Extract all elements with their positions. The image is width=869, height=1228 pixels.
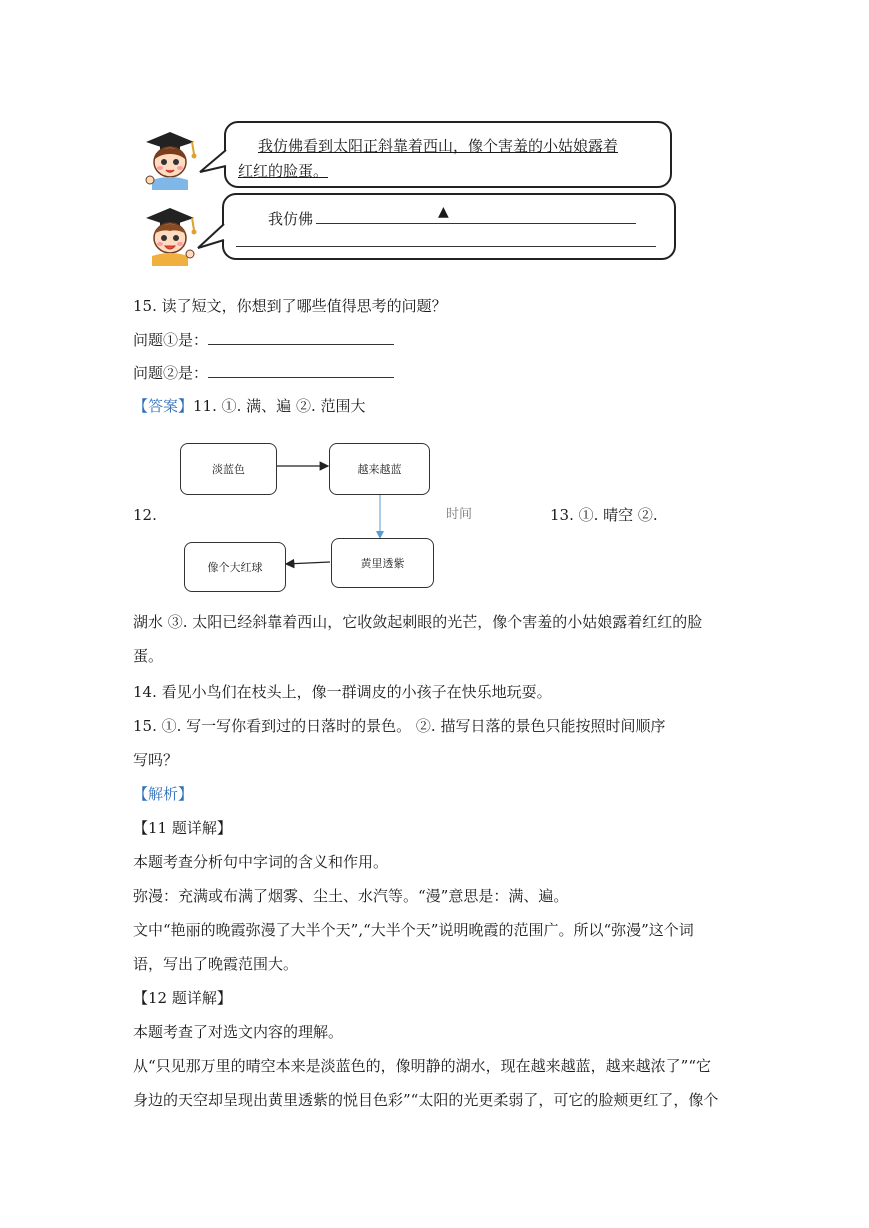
answer-13-inline: 13. ①. 晴空 ②. xyxy=(550,506,658,524)
analysis-11-para-2: 弥漫：充满或布满了烟雾、尘土、水汽等。“漫”意思是：满、遍。 xyxy=(133,887,569,905)
diagram-box-4: 像个大红球 xyxy=(184,542,286,592)
analysis-12-para-2: 从“只见那万里的晴空本来是淡蓝色的，像明静的湖水，现在越来越蓝，越来越浓了”“它 xyxy=(133,1057,712,1075)
bubble-2-tail xyxy=(196,222,228,252)
illustration xyxy=(138,118,678,268)
analysis-12-para-1: 本题考查了对选文内容的理解。 xyxy=(133,1023,344,1041)
answer-15-line-2: 写吗？ xyxy=(133,751,179,769)
answer-13-line-2: 湖水 ③. 太阳已经斜靠着西山，它收敛起刺眼的光芒，像个害羞的小姑娘露着红红的脸 xyxy=(133,613,703,631)
answer-11-text: 11. ①. 满、遍 ②. 范围大 xyxy=(193,397,366,415)
question-15: 15. 读了短文，你想到了哪些值得思考的问题？ xyxy=(133,297,447,315)
answer-11 xyxy=(133,396,365,416)
analysis-11-para-4: 语，写出了晚霞范围大。 xyxy=(133,955,299,973)
problem-2-blank xyxy=(208,363,394,378)
question-15-problem-1 xyxy=(133,330,394,350)
bubble-2-prefix: 我仿佛 xyxy=(268,210,314,228)
boy-graduate-avatar xyxy=(140,204,200,266)
answer-12-number: 12. xyxy=(133,506,157,524)
diagram-box-2: 越来越蓝 xyxy=(329,443,430,495)
bubble-2-blank-1 xyxy=(316,223,636,224)
analysis-11-heading: 【11 题详解】 xyxy=(133,819,232,837)
diagram-box-1: 淡蓝色 xyxy=(180,443,277,495)
girl-graduate-avatar xyxy=(140,128,200,190)
analysis-label: 【解析】 xyxy=(133,785,194,803)
analysis-11-para-1: 本题考查分析句中字词的含义和作用。 xyxy=(133,853,389,871)
bubble-1-tail xyxy=(198,148,230,178)
problem-1-blank xyxy=(208,330,394,345)
analysis-11-para-3: 文中“艳丽的晚霞弥漫了大半个天”,“大半个天”说明晚霞的范围广。所以“弥漫”这个词 xyxy=(133,921,694,939)
diagram-box-3: 黄里透紫 xyxy=(331,538,434,588)
bubble-1-line-1: 我仿佛看到太阳正斜靠着西山，像个害羞的小姑娘露着 xyxy=(258,137,619,155)
answer-label: 【答案】 xyxy=(133,397,194,415)
problem-1-label: 问题①是： xyxy=(133,331,209,349)
question-15-problem-2 xyxy=(133,363,394,383)
diagram-axis-label: 时间 xyxy=(446,507,473,522)
answer-13-line-3: 蛋。 xyxy=(133,647,164,665)
analysis-12-para-3: 身边的天空却呈现出黄里透紫的悦目色彩”“太阳的光更柔弱了，可它的脸颊更红了，像个 xyxy=(133,1091,719,1109)
bubble-2-marker: ▲ xyxy=(438,204,449,220)
bubble-2-blank-2 xyxy=(236,246,656,247)
analysis-12-heading: 【12 题详解】 xyxy=(133,989,232,1007)
arrow-box3-to-box4 xyxy=(286,562,330,564)
answer-15-line-1: 15. ①. 写一写你看到过的日落时的景色。 ②. 描写日落的景色只能按照时间顺序 xyxy=(133,717,666,735)
bubble-1-line-2: 红红的脸蛋。 xyxy=(238,162,329,180)
answer-14: 14. 看见小鸟们在枝头上，像一群调皮的小孩子在快乐地玩耍。 xyxy=(133,683,552,701)
problem-2-label: 问题②是： xyxy=(133,364,209,382)
